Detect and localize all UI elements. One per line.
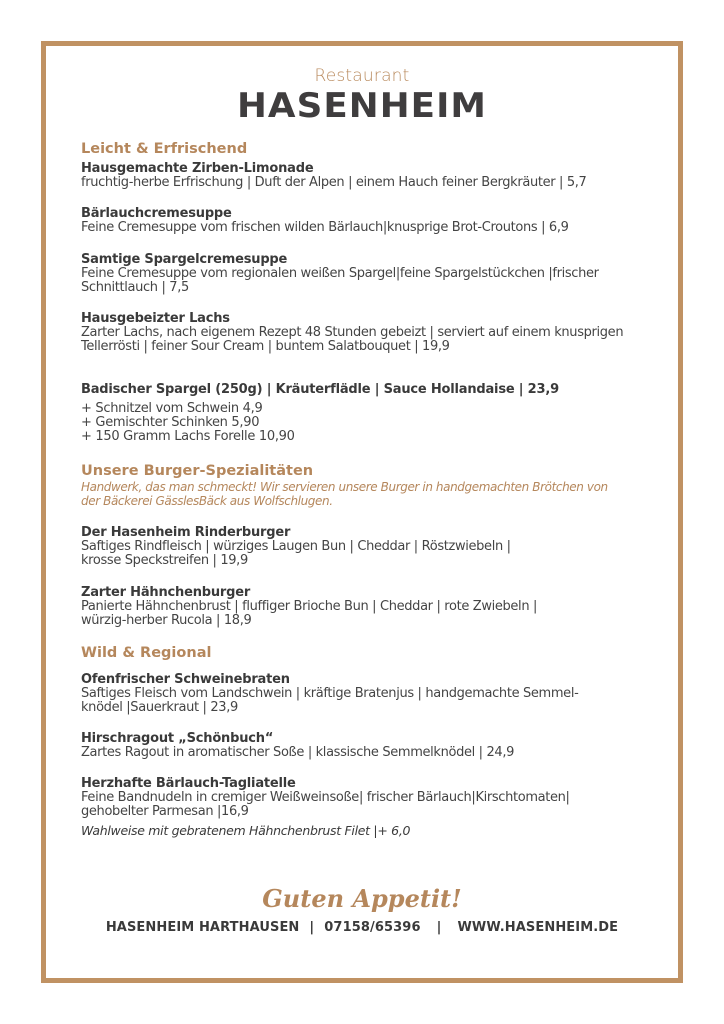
section-intro: der Bäckerei GässlesBäck aus Wolfschlugen. [81,494,333,508]
item-description: Feine Cremesuppe vom regionalen weißen Spargel|feine Spargelstückchen |frischer [81,266,599,281]
item-name: Samtige Spargelcremesuppe [81,252,288,267]
menu-item [81,206,671,235]
section-title: Wild & Regional [81,645,212,661]
greeting-text: Guten Appetit! [262,884,462,913]
item-name: Ofenfrischer Schweinebraten [81,672,290,687]
restaurant-name: HASENHEIM [236,86,487,126]
item-name: Zarter Hähnchenburger [81,585,251,600]
item-description: knödel |Sauerkraut | 23,9 [81,700,238,715]
item-description: Panierte Hähnchenbrust | fluffiger Brioche Bun | Cheddar | rote Zwiebeln | [81,599,538,614]
item-description: Zartes Ragout in aromatischer Soße | klassische Semmelknödel | 24,9 [81,745,515,760]
item-description: krosse Speckstreifen | 19,9 [81,553,248,568]
item-description: Feine Bandnudeln in cremiger Weißweinsoße| frischer Bärlauch|Kirschtomaten| [81,790,570,805]
section-intro: Handwerk, das man schmeckt! Wir servieren unsere Burger in handgemachten Brötchen von [81,480,608,494]
menu-content [81,140,671,838]
addon-option: + Gemischter Schinken 5,90 [81,415,260,430]
item-name: Hirschragout „Schönbuch“ [81,731,274,746]
section-wild-regional [81,644,671,838]
section-title: Leicht & Erfrischend [81,141,248,157]
separator: | [309,920,315,935]
item-description: Tellerrösti | feiner Sour Cream | buntem Salatbouquet | 19,9 [81,339,450,354]
location-text: HASENHEIM HARTHAUSEN [105,920,300,935]
menu-item [81,731,671,760]
item-description: fruchtig-herbe Erfrischung | Duft der Alpen | einem Hauch feiner Bergkräuter | 5,7 [81,175,587,190]
menu-item [81,161,671,190]
item-name: Hausgebeizter Lachs [81,311,230,326]
item-description: Feine Cremesuppe vom frischen wilden Bärlauch|knusprige Brot-Croutons | 6,9 [81,220,569,235]
addon-option: + 150 Gramm Lachs Forelle 10,90 [81,429,295,444]
separator: | [436,920,442,935]
item-name: Herzhafte Bärlauch-Tagliatelle [81,776,296,791]
item-description: Saftiges Fleisch vom Landschwein | kräftige Bratenjus | handgemachte Semmel- [81,686,579,701]
addon-option: + Schnitzel vom Schwein 4,9 [81,401,263,416]
item-description: würzig-herber Rucola | 18,9 [81,613,252,628]
website-link[interactable]: WWW.HASENHEIM.DE [457,920,619,935]
section-burger [81,462,671,628]
item-option-note: Wahlweise mit gebratenem Hähnchenbrust Filet |+ 6,0 [81,823,411,838]
item-name: Bärlauchcremesuppe [81,206,232,221]
menu-header [0,66,724,124]
item-name: Hausgemachte Zirben-Limonade [81,161,314,176]
menu-item [81,672,671,715]
item-description: Saftiges Rindfleisch | würziges Laugen Bun | Cheddar | Röstzwiebeln | [81,539,511,554]
special-item-name: Badischer Spargel (250g) | Kräuterflädle | Sauce Hollandaise | 23,9 [81,382,559,397]
item-description: Zarter Lachs, nach eigenem Rezept 48 Stunden gebeizt | serviert auf einem knusprigen [81,325,624,340]
phone-number[interactable]: 07158/65396 [324,920,421,935]
item-description: Schnittlauch | 7,5 [81,280,189,295]
item-description: gehobelter Parmesan |16,9 [81,804,249,819]
menu-item [81,776,671,838]
item-name: Der Hasenheim Rinderburger [81,525,291,540]
menu-item [81,525,671,568]
menu-item [81,311,671,354]
section-title: Unsere Burger-Spezialitäten [81,463,314,479]
restaurant-label: Restaurant [314,66,410,86]
contact-line [0,920,724,935]
menu-item [81,585,671,628]
section-leicht-erfrischend [81,140,671,444]
special-item [81,382,671,444]
menu-item [81,252,671,295]
